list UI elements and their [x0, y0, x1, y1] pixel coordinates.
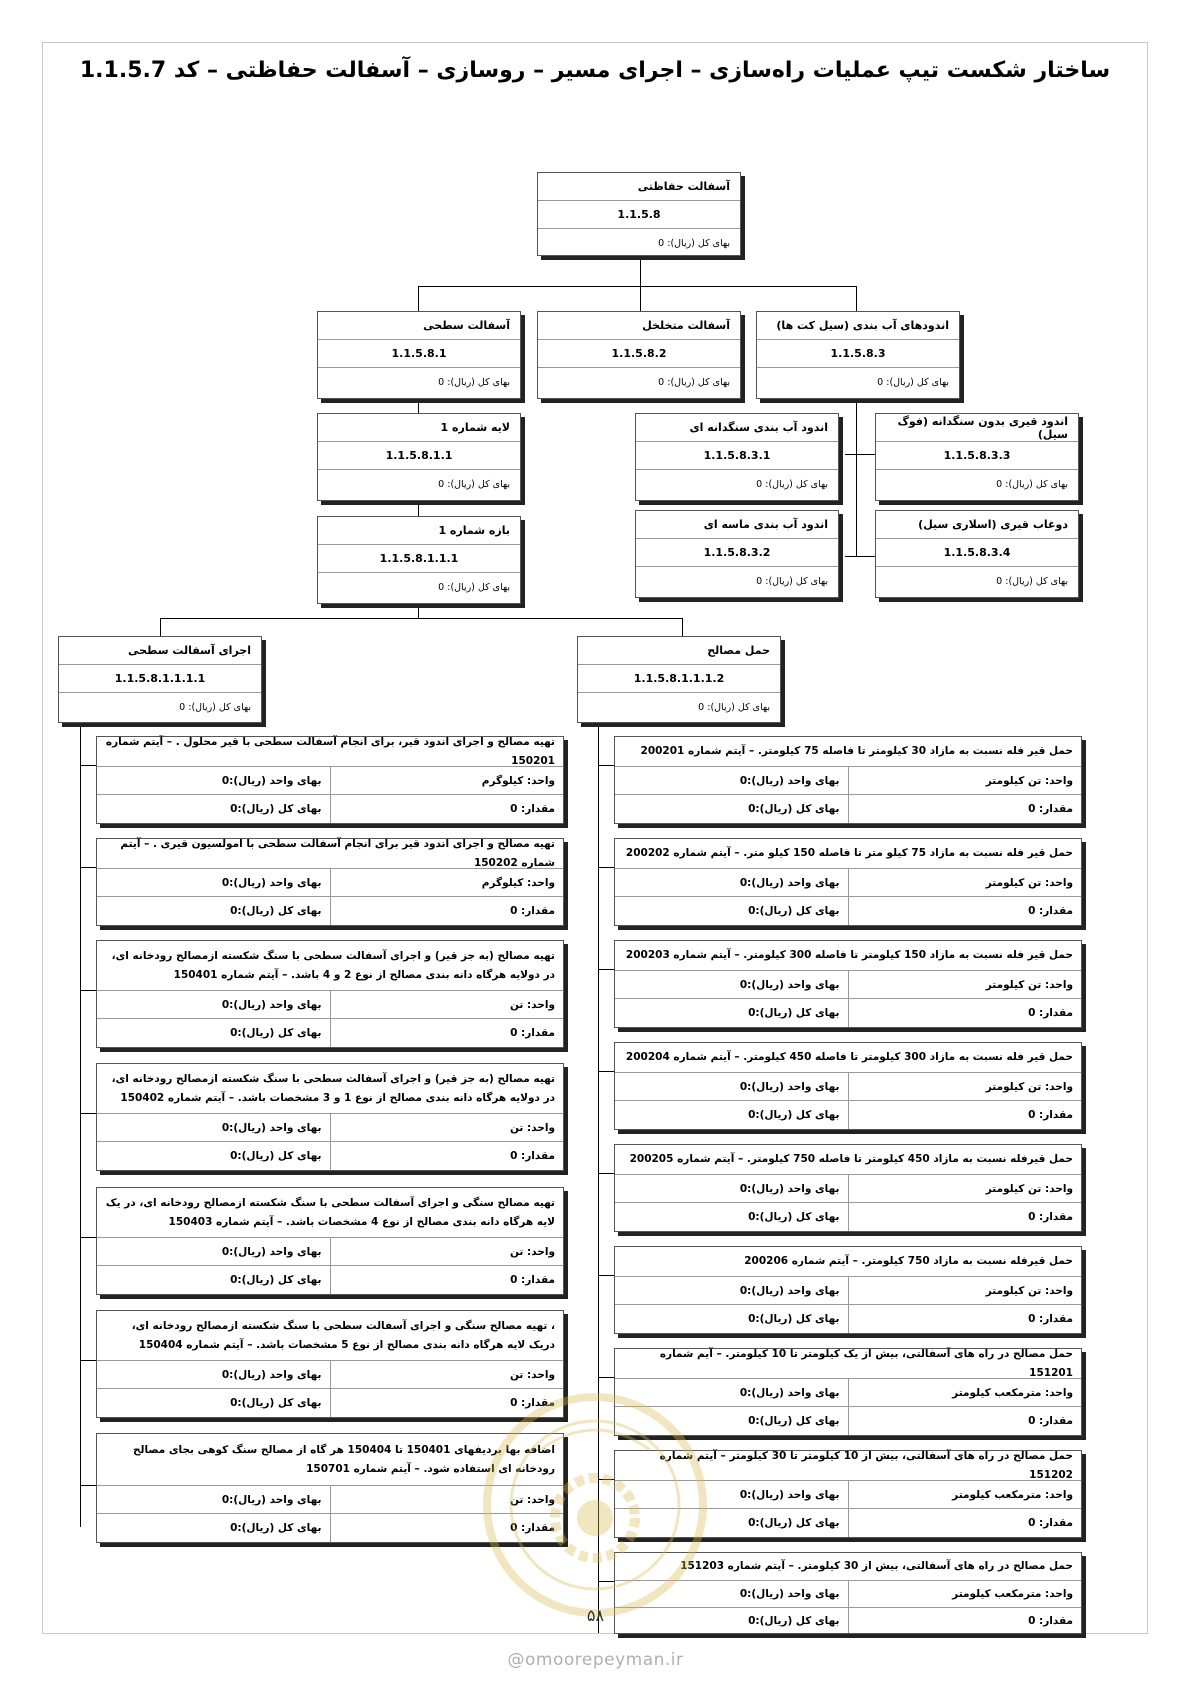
connector	[598, 1275, 614, 1276]
node-name: اجرای آسفالت سطحی	[59, 637, 261, 665]
item-total-price: بهای کل (ریال):0	[748, 1007, 840, 1019]
item-unit: واحد: تن	[330, 1486, 564, 1513]
item-description: حمل مصالح در راه های آسفالتی، بیش از 30 کیلومتر. – آیتم شماره 151203	[615, 1553, 1081, 1581]
node-sand-seal[interactable]	[635, 510, 839, 598]
connector	[80, 765, 96, 766]
item-description: حمل قیرفله نسبت به مازاد 450 کیلومتر تا فاصله 750 کیلومتر. – آیتم شماره 200205	[615, 1145, 1081, 1175]
item-total-price: بهای کل (ریال):0	[230, 1397, 322, 1409]
node-code: 1.1.5.8.1.1.1.2	[578, 665, 780, 693]
connector	[845, 556, 875, 557]
node-price: بهای کل (ریال): 0	[658, 376, 730, 388]
item-description: تهیه مصالح (به جز قیر) و اجرای آسفالت سطحی با سنگ شکسته ازمصالح رودخانه ای، در دولایه هرگاه دانه بندی مصالح از نوع 2 و 4 باشد. – آیتم شماره 150401	[97, 941, 563, 991]
connector	[682, 618, 683, 636]
item-unit-price: بهای واحد (ریال):0	[221, 1245, 322, 1258]
item-quantity: مقدار: 0	[848, 1203, 1082, 1231]
item-quantity: مقدار: 0	[330, 897, 564, 925]
node-name: لایه شماره 1	[318, 414, 520, 442]
node-price: بهای کل (ریال): 0	[179, 701, 251, 713]
item-quantity: مقدار: 0	[330, 1019, 564, 1047]
node-name: دوغاب قیری (اسلاری سیل)	[876, 511, 1078, 539]
item-quantity: مقدار: 0	[848, 795, 1082, 823]
node-segment-1[interactable]	[317, 516, 521, 604]
item-quantity: مقدار: 0	[330, 1389, 564, 1417]
connector	[856, 399, 857, 556]
node-slurry-seal[interactable]	[875, 510, 1079, 598]
item-unit-price: بهای واحد (ریال):0	[739, 978, 840, 991]
item-quantity: مقدار: 0	[330, 1142, 564, 1170]
item-200201[interactable]	[614, 736, 1082, 824]
item-150202[interactable]	[96, 838, 564, 926]
item-quantity: مقدار: 0	[848, 1608, 1082, 1633]
item-description: تهیه مصالح و اجرای اندود قیر، برای انجام آسفالت سطحی با قیر محلول . – آیتم شماره 150201	[97, 737, 563, 767]
node-porous-asphalt[interactable]	[537, 311, 741, 399]
item-unit: واحد: مترمکعب کیلومتر	[848, 1581, 1082, 1607]
connector	[418, 286, 856, 287]
item-description: حمل مصالح در راه های آسفالتی، بیش از یک کیلومتر تا 10 کیلومتر. – آیم شماره 151201	[615, 1349, 1081, 1379]
item-total-price: بهای کل (ریال):0	[230, 803, 322, 815]
node-code: 1.1.5.8.2	[538, 340, 740, 368]
item-description: حمل قیرفله نسبت به مازاد 750 کیلومتر. – آیتم شماره 200206	[615, 1247, 1081, 1277]
item-description: حمل قیر فله نسبت به مازاد 300 کیلومتر تا فاصله 450 کیلومتر. – آیتم شماره 200204	[615, 1043, 1081, 1073]
connector	[80, 1113, 96, 1114]
item-unit-price: بهای واحد (ریال):0	[739, 1488, 840, 1501]
item-unit-price: بهای واحد (ریال):0	[739, 1284, 840, 1297]
connector	[598, 867, 614, 868]
item-description: حمل مصالح در راه های آسفالتی، بیش از 10 کیلومتر تا 30 کیلومتر – آیتم شماره 151202	[615, 1451, 1081, 1481]
item-unit-price: بهای واحد (ریال):0	[739, 1386, 840, 1399]
node-code: 1.1.5.8.1	[318, 340, 520, 368]
item-unit-price: بهای واحد (ریال):0	[739, 1182, 840, 1195]
watermark: @omoorepeyman.ir	[507, 1650, 684, 1670]
node-price: بهای کل (ریال): 0	[698, 701, 770, 713]
item-unit-price: بهای واحد (ریال):0	[739, 1588, 840, 1600]
node-name: اندودهای آب بندی (سیل کت ها)	[757, 312, 959, 340]
connector	[598, 765, 614, 766]
item-200206[interactable]	[614, 1246, 1082, 1334]
item-unit: واحد: تن	[330, 1361, 564, 1388]
node-price: بهای کل (ریال): 0	[438, 376, 510, 388]
item-unit-price: بهای واحد (ریال):0	[221, 998, 322, 1011]
item-unit: واحد: تن کیلومتر	[848, 1277, 1082, 1304]
item-unit: واحد: تن کیلومتر	[848, 767, 1082, 794]
item-unit-price: بهای واحد (ریال):0	[221, 1368, 322, 1381]
item-200204[interactable]	[614, 1042, 1082, 1130]
node-material-haulage[interactable]	[577, 636, 781, 723]
item-total-price: بهای کل (ریال):0	[748, 1109, 840, 1121]
node-code: 1.1.5.8.3.2	[636, 539, 838, 567]
node-code: 1.1.5.8.3.4	[876, 539, 1078, 567]
item-total-price: بهای کل (ریال):0	[230, 1027, 322, 1039]
node-price: بهای کل (ریال): 0	[996, 575, 1068, 587]
item-unit: واحد: تن کیلومتر	[848, 869, 1082, 896]
item-unit-price: بهای واحد (ریال):0	[739, 1080, 840, 1093]
node-price: بهای کل (ریال): 0	[438, 581, 510, 593]
node-price: بهای کل (ریال): 0	[996, 478, 1068, 490]
item-unit: واحد: تن	[330, 991, 564, 1018]
node-code: 1.1.5.8	[538, 201, 740, 229]
item-quantity: مقدار: 0	[848, 1509, 1082, 1537]
item-total-price: بهای کل (ریال):0	[230, 1274, 322, 1286]
item-unit: واحد: تن	[330, 1114, 564, 1141]
item-unit: واحد: تن کیلومتر	[848, 971, 1082, 998]
item-quantity: مقدار: 0	[848, 999, 1082, 1027]
node-name: آسفالت متخلخل	[538, 312, 740, 340]
node-code: 1.1.5.8.3	[757, 340, 959, 368]
item-unit: واحد: مترمکعب کیلومتر	[848, 1379, 1082, 1406]
item-total-price: بهای کل (ریال):0	[748, 1211, 840, 1223]
node-name: اندود آب بندی ماسه ای	[636, 511, 838, 539]
item-total-price: بهای کل (ریال):0	[230, 905, 322, 917]
connector	[598, 1071, 614, 1072]
item-unit: واحد: مترمکعب کیلومتر	[848, 1481, 1082, 1508]
page-title: ساختار شکست تیپ عملیات راه‌سازی – اجرای مسیر – روسازی – آسفالت حفاظتی – کد 1.1.5.7	[79, 58, 1111, 83]
item-unit: واحد: کیلوگرم	[330, 767, 564, 794]
node-code: 1.1.5.8.3.1	[636, 442, 838, 470]
connector	[80, 1237, 96, 1238]
connector	[160, 618, 682, 619]
item-total-price: بهای کل (ریال):0	[230, 1150, 322, 1162]
item-unit-price: بهای واحد (ریال):0	[739, 774, 840, 787]
item-description: حمل قیر فله نسبت به مازاد 75 کیلو متر تا فاصله 150 کیلو متر. – آیتم شماره 200202	[615, 839, 1081, 869]
item-unit: واحد: تن کیلومتر	[848, 1073, 1082, 1100]
item-quantity: مقدار: 0	[848, 1101, 1082, 1129]
item-200203[interactable]	[614, 940, 1082, 1028]
node-seal-coats[interactable]	[756, 311, 960, 399]
item-description: حمل قیر فله نسبت به مازاد 30 کیلومتر تا فاصله 75 کیلومتر. – آیتم شماره 200201	[615, 737, 1081, 767]
connector	[845, 454, 875, 455]
connector	[160, 618, 161, 636]
node-root[interactable]	[537, 172, 741, 256]
node-surface-asphalt-execution[interactable]	[58, 636, 262, 723]
connector	[80, 1360, 96, 1361]
item-quantity: مقدار: 0	[848, 1305, 1082, 1333]
item-total-price: بهای کل (ریال):0	[748, 1313, 840, 1325]
item-description: اضافه بها برديفهای 150401 تا 150404 هر گاه از مصالح سنگ کوهی بجای مصالح رودخانه ای استفاده شود. – آیتم شماره 150701	[97, 1434, 563, 1486]
node-surface-asphalt[interactable]	[317, 311, 521, 399]
item-description: تهیه مصالح (به جز قیر) و اجرای آسفالت سطحی با سنگ شکسته ازمصالح رودخانه ای، در دولایه هرگاه دانه بندی مصالح از نوع 1 و 3 مشخصات باشد. – آیتم شماره 150402	[97, 1064, 563, 1114]
connector	[598, 1173, 614, 1174]
node-price: بهای کل (ریال): 0	[438, 478, 510, 490]
connector	[598, 969, 614, 970]
connector	[418, 399, 419, 413]
item-unit-price: بهای واحد (ریال):0	[221, 876, 322, 889]
node-chip-seal[interactable]	[635, 413, 839, 501]
item-total-price: بهای کل (ریال):0	[748, 1415, 840, 1427]
item-unit: واحد: تن کیلومتر	[848, 1175, 1082, 1202]
connector	[80, 990, 96, 991]
connector	[856, 286, 857, 311]
item-unit: واحد: کیلوگرم	[330, 869, 564, 896]
connector	[80, 1485, 96, 1486]
node-name: اندود آب بندی سنگدانه ای	[636, 414, 838, 442]
connector	[640, 286, 641, 311]
node-code: 1.1.5.8.1.1.1.1	[59, 665, 261, 693]
node-code: 1.1.5.8.1.1.1	[318, 545, 520, 573]
item-200202[interactable]	[614, 838, 1082, 926]
item-150402[interactable]	[96, 1063, 564, 1171]
node-code: 1.1.5.8.3.3	[876, 442, 1078, 470]
node-price: بهای کل (ریال): 0	[756, 575, 828, 587]
seal-logo	[480, 1390, 710, 1620]
item-unit: واحد: تن	[330, 1238, 564, 1265]
item-description: تهیه مصالح سنگی و اجرای آسفالت سطحی با سنگ شکسته ازمصالح رودخانه ای، در یک لایه هرگاه دانه بندی مصالح از نوع 4 مشخصات باشد. – آیتم شماره 150403	[97, 1188, 563, 1238]
connector	[640, 256, 641, 286]
node-price: بهای کل (ریال): 0	[756, 478, 828, 490]
node-name: حمل مصالح	[578, 637, 780, 665]
connector	[418, 604, 419, 618]
node-name: اندود قیری بدون سنگدانه (فوگ سیل)	[876, 414, 1078, 442]
node-price: بهای کل (ریال): 0	[658, 237, 730, 249]
item-description: حمل قیر فله نسبت به مازاد 150 کیلومتر تا فاصله 300 کیلومتر. – آیتم شماره 200203	[615, 941, 1081, 971]
item-total-price: بهای کل (ریال):0	[230, 1522, 322, 1534]
item-quantity: مقدار: 0	[330, 1514, 564, 1542]
item-unit-price: بهای واحد (ریال):0	[739, 876, 840, 889]
item-150403[interactable]	[96, 1187, 564, 1295]
node-name: آسفالت حفاظتی	[538, 173, 740, 201]
connector	[80, 867, 96, 868]
item-quantity: مقدار: 0	[330, 795, 564, 823]
connector	[418, 286, 419, 311]
item-description: ، تهیه مصالح سنگی و اجرای آسفالت سطحی با سنگ شکسته ازمصالح رودخانه ای، دریک لایه هرگاه دانه بندی مصالح از نوع 5 مشخصات باشد. – آیتم شماره 150404	[97, 1311, 563, 1361]
item-description: تهیه مصالح و اجرای اندود قیر برای انجام آسفالت سطحی با امولسیون قیری . – آیتم شماره 150202	[97, 839, 563, 869]
item-total-price: بهای کل (ریال):0	[748, 803, 840, 815]
node-fog-seal[interactable]	[875, 413, 1079, 501]
item-unit-price: بهای واحد (ریال):0	[221, 1493, 322, 1506]
item-quantity: مقدار: 0	[848, 897, 1082, 925]
item-150201[interactable]	[96, 736, 564, 824]
connector	[598, 1377, 614, 1378]
item-unit-price: بهای واحد (ریال):0	[221, 774, 322, 787]
item-total-price: بهای کل (ریال):0	[748, 1517, 840, 1529]
item-unit-price: بهای واحد (ریال):0	[221, 1121, 322, 1134]
node-layer-1[interactable]	[317, 413, 521, 501]
item-150401[interactable]	[96, 940, 564, 1048]
node-name: آسفالت سطحی	[318, 312, 520, 340]
item-200205[interactable]	[614, 1144, 1082, 1232]
node-name: بازه شماره 1	[318, 517, 520, 545]
item-quantity: مقدار: 0	[848, 1407, 1082, 1435]
page-number: ۵۸	[586, 1606, 605, 1625]
connector	[418, 501, 419, 516]
item-quantity: مقدار: 0	[330, 1266, 564, 1294]
item-total-price: بهای کل (ریال):0	[748, 1614, 840, 1627]
connector	[80, 723, 81, 1527]
item-total-price: بهای کل (ریال):0	[748, 905, 840, 917]
node-price: بهای کل (ریال): 0	[877, 376, 949, 388]
node-code: 1.1.5.8.1.1	[318, 442, 520, 470]
